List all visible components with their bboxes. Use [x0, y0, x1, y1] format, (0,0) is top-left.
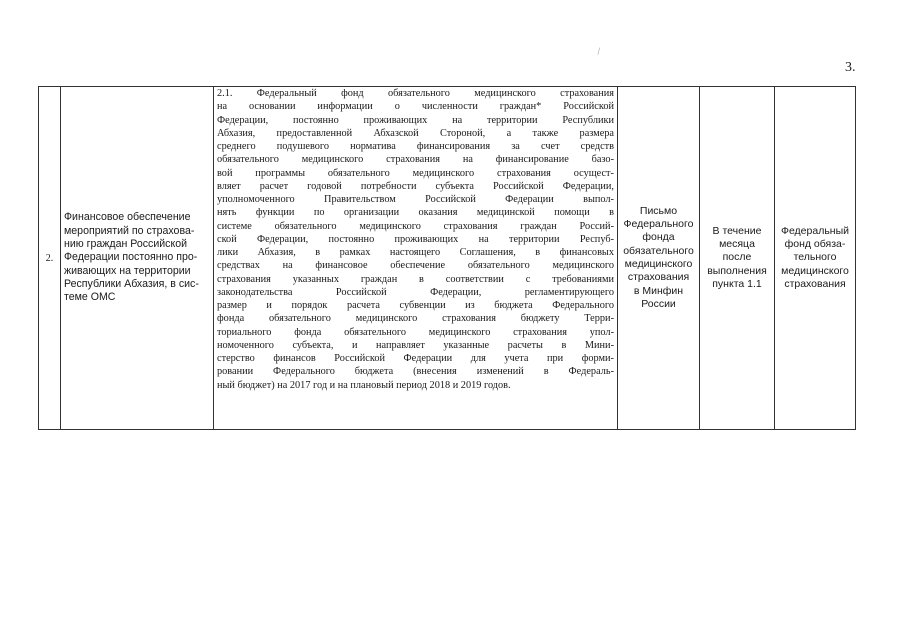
document-type-line: медицинского — [624, 258, 693, 270]
document-type-line: России — [641, 297, 676, 310]
responsible-line: тельного — [793, 251, 837, 264]
description-line: средствах на финансовое обеспечение обязательного медицинского — [217, 260, 614, 272]
description-line: ный бюджет) на 2017 год и на плановый период 2018 и 2019 годов. — [217, 379, 511, 391]
measure-title-line: Финансовое обеспечение — [64, 211, 191, 224]
responsible-line: фонд обяза- — [784, 238, 846, 251]
measure-description — [217, 87, 614, 392]
description-line: законодательства Российской Федерации, регламентирующего — [217, 286, 614, 298]
row-number-cell — [39, 87, 61, 430]
measure-description-cell — [214, 87, 618, 430]
description-line: нять функции по организации оказания медицинской помощи в — [217, 207, 614, 219]
responsible — [775, 225, 855, 291]
deadline-line: месяца — [719, 238, 755, 251]
description-line: ской Федерации, постоянно проживающих на территории Респуб- — [217, 233, 614, 245]
responsible-line: медицинского — [781, 264, 849, 277]
description-line: системе обязательного медицинского страхования граждан Россий- — [217, 220, 614, 232]
deadline-line: В течение — [712, 224, 762, 237]
responsible-line: страхования — [784, 277, 846, 290]
measure-title-line: нию граждан Российской — [64, 238, 188, 251]
description-line: страхования указанных граждан в соответствии с требованиями — [217, 273, 614, 285]
document-type — [618, 205, 699, 311]
row-number: 2. — [45, 252, 54, 264]
deadline-line: выполнения — [707, 264, 767, 277]
deadline — [700, 225, 774, 291]
description-line: вой программы обязательного медицинского страхования осущест- — [217, 167, 614, 179]
description-line: фонда обязательного медицинского страхования бюджету Терри- — [217, 313, 614, 325]
document-type-line: обязательного — [623, 244, 694, 257]
document-type-line: в Минфин — [633, 284, 684, 297]
measure-title-line: Федерации постоянно про- — [64, 251, 198, 264]
measure-title — [64, 211, 210, 304]
description-line: 2.1. Федеральный фонд обязательного медицинского страхования — [217, 88, 614, 99]
description-line: ровании Федерального бюджета (внесения изменений в Федераль- — [217, 366, 614, 378]
responsible-cell — [775, 87, 856, 430]
table-row — [39, 87, 856, 430]
description-line: ториального фонда обязательного медицинского страхования упол- — [217, 326, 614, 338]
pen-mark: ⁄ — [596, 46, 602, 56]
deadline-line: пункта 1.1 — [712, 277, 762, 290]
description-line: обязательного медицинского страхования на финансирование базо- — [217, 154, 614, 166]
description-line: Федерации, постоянно проживающих на территории Республики — [217, 114, 614, 126]
responsible-line: Федеральный — [780, 224, 850, 237]
measure-title-cell — [61, 87, 214, 430]
measures-table — [38, 86, 856, 430]
page-number: 3. — [845, 60, 856, 75]
description-line: на основании информации о численности граждан* Российской — [217, 101, 614, 113]
measure-title-line: мероприятий по страхова- — [64, 224, 195, 237]
document-type-line: Письмо — [639, 204, 678, 217]
description-line: размер и порядок расчета субвенции из бюджета Федерального — [217, 300, 614, 311]
measure-title-line: теме ОМС — [64, 291, 116, 304]
document-type-cell — [618, 87, 700, 430]
measure-title-line: живающих на территории — [64, 264, 191, 277]
description-line: среднего подушевого норматива финансирования за счет средств — [217, 141, 614, 152]
measure-title-line: Республики Абхазия, в сис- — [64, 277, 199, 290]
description-line: Абхазия, предоставленной Абхазской Стороной, а также размера — [217, 127, 614, 139]
description-line: лики Абхазия, в рамках настоящего Соглашения, в финансовых — [217, 247, 614, 258]
description-line: уполномоченного Правительством Российской Федерации выпол- — [217, 194, 614, 205]
description-line: номоченного субъекта, и направляет указанные расчеты в Мини- — [217, 339, 614, 351]
description-line: вляет расчет годовой потребности субъекта Российской Федерации, — [217, 180, 614, 192]
deadline-cell — [700, 87, 775, 430]
description-line: стерство финансов Российской Федерации для учета при форми- — [217, 353, 614, 364]
document-type-line: фонда — [642, 231, 675, 244]
deadline-line: после — [722, 251, 752, 264]
document-type-line: Федерального — [623, 218, 694, 231]
document-type-line: страхования — [627, 271, 690, 284]
